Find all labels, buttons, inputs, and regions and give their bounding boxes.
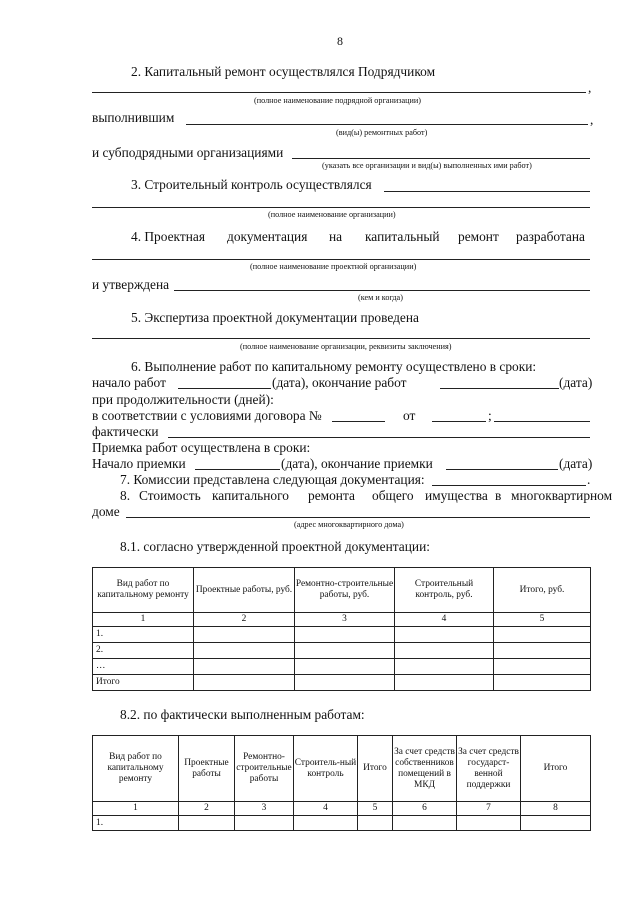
t82-col-number: 3 — [235, 802, 294, 816]
table-8-1-title: 8.1. согласно утвержденной проектной документации: — [120, 539, 430, 554]
t81-col-number: 2 — [194, 613, 295, 627]
section-5-heading: 5. Экспертиза проектной документации проведена — [131, 310, 419, 325]
actual-field[interactable] — [168, 437, 590, 438]
table-row — [93, 627, 591, 643]
t81-col-number: 3 — [295, 613, 395, 627]
table-cell[interactable] — [295, 659, 395, 675]
t82-col-number: 2 — [179, 802, 235, 816]
approved-by-field[interactable] — [174, 290, 590, 291]
acceptance-start-label: Начало приемки — [92, 456, 186, 471]
t81-row-label: … — [93, 659, 194, 675]
table-cell[interactable] — [494, 643, 591, 659]
t82-header-control: Строитель-ный контроль — [294, 736, 358, 802]
contractor-name-field[interactable] — [92, 92, 586, 93]
t81-col-number: 5 — [494, 613, 591, 627]
section-4-word-4: капитальный — [365, 229, 440, 244]
t81-row-label: Итого — [93, 675, 194, 691]
t82-row-label: 1. — [93, 816, 179, 831]
table-row — [93, 643, 591, 659]
acceptance-heading: Приемка работ осуществлена в сроки: — [92, 440, 311, 455]
duration-label: при продолжительности (дней): — [92, 392, 274, 407]
table-8-2 — [92, 735, 591, 831]
expertise-field[interactable] — [92, 338, 590, 339]
section-8-word-6: имущества — [425, 488, 488, 503]
actual-label: фактически — [92, 424, 159, 439]
t81-col-number: 4 — [395, 613, 494, 627]
section-3-heading: 3. Строительный контроль осуществлялся — [131, 177, 372, 192]
section-8-word-8: многоквартирном — [511, 488, 613, 503]
section-8-word-5: общего — [372, 488, 414, 503]
acceptance-end-field[interactable] — [446, 469, 558, 470]
table-cell[interactable] — [295, 643, 395, 659]
subcontractors-hint: (указать все организации и вид(ы) выполненных ими работ) — [322, 161, 532, 170]
contract-label: в соответствии с условиями договора № — [92, 408, 322, 423]
start-works-date-field[interactable] — [178, 388, 271, 389]
table-cell[interactable] — [395, 627, 494, 643]
section-4-word-3: на — [329, 229, 343, 244]
contractor-name-hint: (полное наименование подрядной организации) — [254, 96, 421, 105]
section-2-heading: 2. Капитальный ремонт осуществлялся Подрядчиком — [131, 64, 436, 79]
t82-col-number: 6 — [393, 802, 457, 816]
t82-header-state-support: За счет средств государст-венной поддержки — [457, 736, 521, 802]
table-row — [93, 816, 591, 831]
section-8-word-1: 8. — [120, 488, 131, 503]
table-cell[interactable] — [194, 659, 295, 675]
repair-works-hint: (вид(ы) ремонтных работ) — [336, 128, 428, 137]
repair-works-field[interactable] — [186, 124, 588, 125]
construction-control-hint: (полное наименование организации) — [268, 210, 396, 219]
table-row — [93, 659, 591, 675]
table-cell[interactable] — [194, 627, 295, 643]
t81-header-work-type: Вид работ по капитальному ремонту — [93, 568, 194, 613]
t81-row-label: 2. — [93, 643, 194, 659]
house-address-field[interactable] — [126, 517, 590, 518]
acceptance-start-field[interactable] — [195, 469, 280, 470]
t82-col-number: 5 — [358, 802, 393, 816]
contract-date-field[interactable] — [432, 421, 486, 422]
t81-row-label: 1. — [93, 627, 194, 643]
subcontractors-field[interactable] — [292, 158, 590, 159]
section-8-word-3: капитального — [212, 488, 289, 503]
t82-col-number: 7 — [457, 802, 521, 816]
t81-header-design: Проектные работы, руб. — [194, 568, 295, 613]
t82-header-total-2: Итого — [521, 736, 591, 802]
acceptance-end-suffix: (дата) — [559, 456, 593, 471]
documentation-field[interactable] — [432, 485, 586, 486]
table-cell[interactable] — [235, 816, 294, 831]
section-4-word-2: документация — [227, 229, 308, 244]
table-cell[interactable] — [521, 816, 591, 831]
end-works-date-suffix: (дата) — [559, 375, 593, 390]
t82-col-number: 8 — [521, 802, 591, 816]
section-8-word-7: в — [495, 488, 502, 503]
table-cell[interactable] — [295, 675, 395, 691]
start-works-label: начало работ — [92, 375, 166, 390]
t81-header-control: Строительный контроль, руб. — [395, 568, 494, 613]
design-org-field[interactable] — [92, 259, 590, 260]
approved-label: и утверждена — [92, 277, 170, 292]
table-cell[interactable] — [395, 643, 494, 659]
design-org-hint: (полное наименование проектной организации) — [250, 262, 417, 271]
table-cell[interactable] — [194, 643, 295, 659]
t82-header-repair: Ремонтно-строительные работы — [235, 736, 294, 802]
table-cell[interactable] — [295, 627, 395, 643]
t82-header-owners-funds: За счет средств собственников помещений в МКД — [393, 736, 457, 802]
end-works-date-field[interactable] — [440, 388, 559, 389]
table-cell[interactable] — [393, 816, 457, 831]
acceptance-end-label: (дата), окончание приемки — [281, 456, 433, 471]
table-cell[interactable] — [494, 659, 591, 675]
t81-header-total: Итого, руб. — [494, 568, 591, 613]
house-label: доме — [92, 504, 120, 519]
table-cell[interactable] — [395, 675, 494, 691]
expertise-hint: (полное наименование организации, реквизиты заключения) — [240, 342, 452, 351]
contract-extra-field[interactable] — [494, 421, 590, 422]
contract-from-label: от — [403, 408, 416, 423]
table-cell[interactable] — [358, 816, 393, 831]
table-cell[interactable] — [457, 816, 521, 831]
table-row — [93, 675, 591, 691]
table-8-2-title: 8.2. по фактически выполненным работам: — [120, 707, 365, 722]
t82-header-work-type: Вид работ по капитальному ремонту — [93, 736, 179, 802]
section-4-word-1: 4. Проектная — [131, 229, 206, 244]
section-8-word-2: Стоимость — [139, 488, 201, 503]
section-4-word-6: разработана — [516, 229, 585, 244]
t82-col-number: 4 — [294, 802, 358, 816]
t82-col-number: 1 — [93, 802, 179, 816]
contract-colon: ; — [488, 408, 492, 423]
table-cell[interactable] — [494, 627, 591, 643]
section-7-dot: . — [587, 472, 591, 487]
table-cell[interactable] — [194, 675, 295, 691]
contract-number-field[interactable] — [332, 421, 385, 422]
t81-col-number: 1 — [93, 613, 194, 627]
table-cell[interactable] — [294, 816, 358, 831]
t82-header-total: Итого — [358, 736, 393, 802]
section-7-text: 7. Комиссии представлена следующая документация: — [120, 472, 425, 487]
section-8-word-4: ремонта — [308, 488, 355, 503]
subcontractors-label: и субподрядными организациями — [92, 145, 284, 160]
construction-control-field-2[interactable] — [92, 207, 590, 208]
page-number: 8 — [337, 34, 343, 48]
table-cell[interactable] — [395, 659, 494, 675]
table-cell[interactable] — [179, 816, 235, 831]
t82-header-design: Проектные работы — [179, 736, 235, 802]
section-6-heading: 6. Выполнение работ по капитальному ремонту осуществлено в сроки: — [131, 359, 537, 374]
table-8-1 — [92, 567, 591, 691]
performed-label: выполнившим — [92, 110, 175, 125]
section-4-word-5: ремонт — [458, 229, 499, 244]
approved-by-hint: (кем и когда) — [358, 293, 403, 302]
table-cell[interactable] — [494, 675, 591, 691]
end-works-label: (дата), окончание работ — [272, 375, 407, 390]
house-address-hint: (адрес многоквартирного дома) — [294, 520, 404, 529]
comma-2: , — [590, 112, 594, 127]
construction-control-field[interactable] — [384, 191, 590, 192]
comma-1: , — [588, 80, 592, 95]
t81-header-repair: Ремонтно-строительные работы, руб. — [295, 568, 395, 613]
